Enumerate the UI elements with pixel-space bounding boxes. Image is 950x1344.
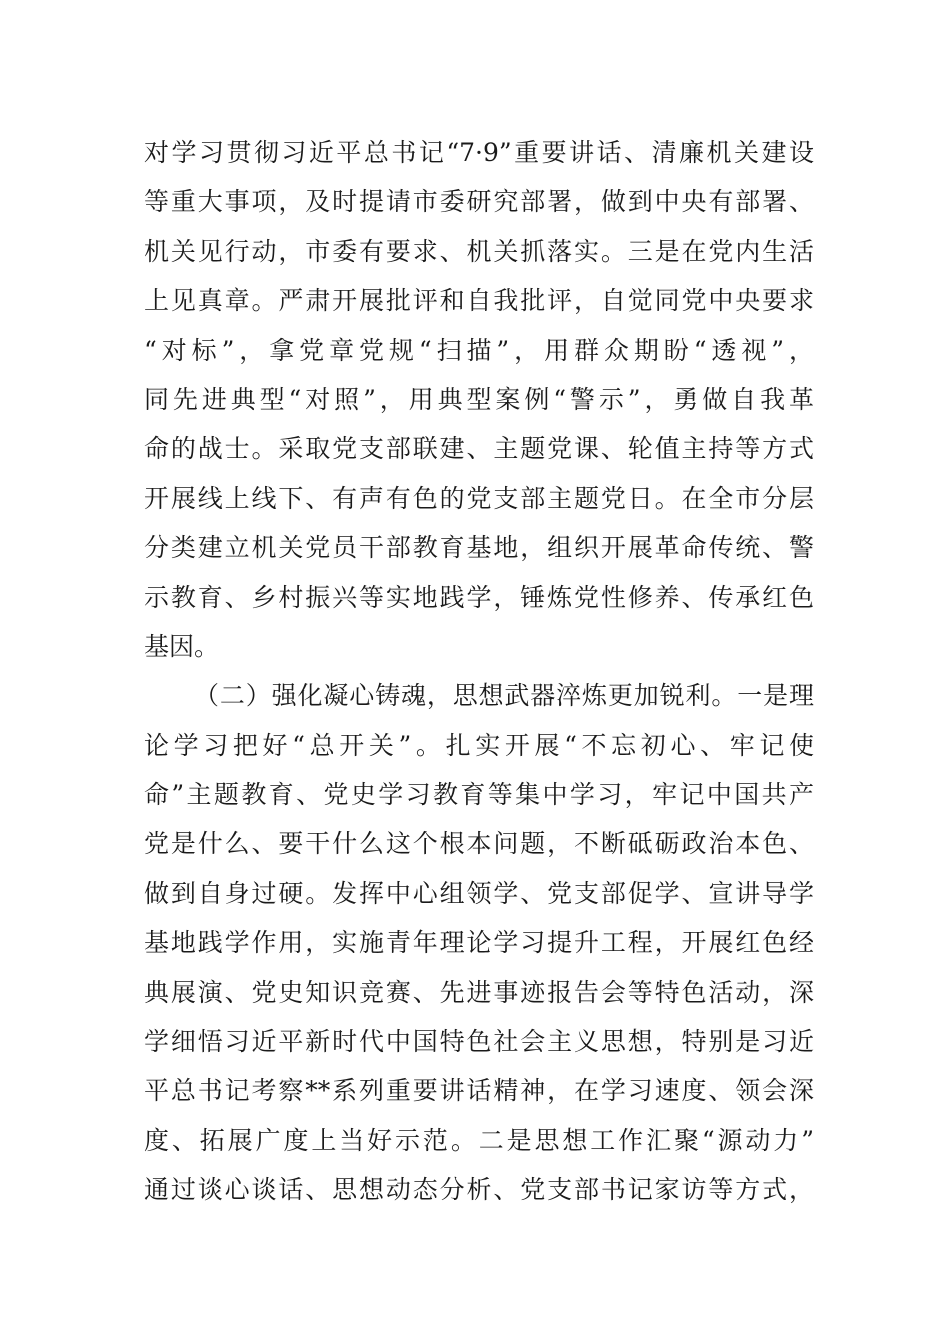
paragraph-heading-line: （二）强化凝心铸魂，思想武器淬炼更加锐利。一是理 bbox=[194, 681, 814, 711]
text-line: 度、拓展广度上当好示范。二是思想工作汇聚“源动力” bbox=[144, 1125, 814, 1155]
text-line: 开展线上线下、有声有色的党支部主题党日。在全市分层 bbox=[144, 483, 814, 513]
text-line: 学细悟习近平新时代中国特色社会主义思想，特别是习近 bbox=[144, 1027, 814, 1057]
text-line: 命”主题教育、党史学习教育等集中学习，牢记中国共产 bbox=[144, 780, 814, 810]
text-line: 示教育、乡村振兴等实地践学，锤炼党性修养、传承红色 bbox=[144, 582, 814, 612]
text-line: 命的战士。采取党支部联建、主题党课、轮值主持等方式 bbox=[144, 434, 814, 464]
text-line: 典展演、党史知识竞赛、先进事迹报告会等特色活动，深 bbox=[144, 977, 814, 1007]
text-line: 上见真章。严肃开展批评和自我批评，自觉同党中央要求 bbox=[144, 286, 814, 316]
text-line: 机关见行动，市委有要求、机关抓落实。三是在党内生活 bbox=[144, 236, 814, 266]
text-line: 对学习贯彻习近平总书记“7·9”重要讲话、清廉机关建设 bbox=[144, 138, 814, 167]
text-line: 同先进典型“对照”，用典型案例“警示”，勇做自我革 bbox=[144, 384, 814, 414]
body-text bbox=[144, 128, 814, 1215]
text-line: 平总书记考察**系列重要讲话精神，在学习速度、领会深 bbox=[144, 1076, 814, 1106]
text-line: 做到自身过硬。发挥中心组领学、党支部促学、宣讲导学 bbox=[144, 878, 814, 908]
text-line: 基因。 bbox=[144, 631, 220, 661]
text-line: 等重大事项，及时提请市委研究部署，做到中央有部署、 bbox=[144, 187, 814, 217]
text-line: 论学习把好“总开关”。扎实开展“不忘初心、牢记使 bbox=[144, 730, 814, 760]
text-line: “对标”，拿党章党规“扫描”，用群众期盼“透视”， bbox=[144, 335, 814, 365]
text-line: 通过谈心谈话、思想动态分析、党支部书记家访等方式， bbox=[144, 1175, 814, 1205]
text-line: 基地践学作用，实施青年理论学习提升工程，开展红色经 bbox=[144, 928, 814, 958]
text-line: 党是什么、要干什么这个根本问题，不断砥砺政治本色、 bbox=[144, 829, 814, 859]
text-line: 分类建立机关党员干部教育基地，组织开展革命传统、警 bbox=[144, 533, 814, 563]
